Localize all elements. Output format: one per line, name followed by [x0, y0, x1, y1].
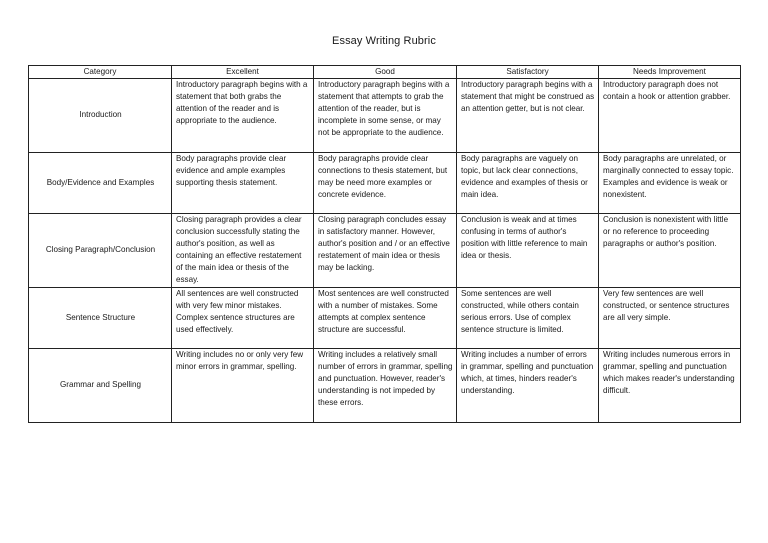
- row-category: Grammar and Spelling: [29, 349, 172, 423]
- table-row: [29, 349, 741, 423]
- cell-good: Closing paragraph concludes essay in satisfactory manner. However, author's position and / or an effective restatement of main idea or thesis may be lacking.: [314, 214, 457, 288]
- header-category: Category: [29, 66, 172, 79]
- table-row: [29, 288, 741, 349]
- cell-good: Writing includes a relatively small number of errors in grammar, spelling and punctuation. However, reader's understanding is not impeded by these errors.: [314, 349, 457, 423]
- cell-good: Body paragraphs provide clear connections to thesis statement, but may be need more examples or concrete evidence.: [314, 153, 457, 214]
- cell-excellent: Writing includes no or only very few minor errors in grammar, spelling.: [172, 349, 314, 423]
- table-header-row: [29, 66, 741, 79]
- cell-satisfactory: Conclusion is weak and at times confusing in terms of author's position with little reference to main idea or thesis.: [457, 214, 599, 288]
- cell-excellent: All sentences are well constructed with very few minor mistakes. Complex sentence structures are used effectively.: [172, 288, 314, 349]
- cell-needs-improvement: Writing includes numerous errors in grammar, spelling and punctuation which makes reader's understanding difficult.: [599, 349, 741, 423]
- cell-needs-improvement: Very few sentences are well constructed, or sentence structures are all very simple.: [599, 288, 741, 349]
- table-row: [29, 79, 741, 153]
- cell-good: Most sentences are well constructed with a number of mistakes. Some attempts at complex sentence structure are successful.: [314, 288, 457, 349]
- cell-needs-improvement: Conclusion is nonexistent with little or no reference to proceeding paragraphs or author's position.: [599, 214, 741, 288]
- row-category: Body/Evidence and Examples: [29, 153, 172, 214]
- document-title: Essay Writing Rubric: [332, 35, 436, 47]
- cell-satisfactory: Some sentences are well constructed, while others contain serious errors. Use of complex sentence structure is limited.: [457, 288, 599, 349]
- table-row: [29, 214, 741, 288]
- rubric-table: [28, 65, 741, 423]
- row-category: Introduction: [29, 79, 172, 153]
- row-category: Sentence Structure: [29, 288, 172, 349]
- header-good: Good: [314, 66, 457, 79]
- cell-satisfactory: Writing includes a number of errors in grammar, spelling and punctuation which, at times, hinders reader's understanding.: [457, 349, 599, 423]
- header-satisfactory: Satisfactory: [457, 66, 599, 79]
- cell-excellent: Body paragraphs provide clear evidence and ample examples supporting thesis statement.: [172, 153, 314, 214]
- row-category: Closing Paragraph/Conclusion: [29, 214, 172, 288]
- cell-excellent: Introductory paragraph begins with a statement that both grabs the attention of the reader and is appropriate to the audience.: [172, 79, 314, 153]
- cell-satisfactory: Introductory paragraph begins with a statement that might be construed as an attention getter, but is not clear.: [457, 79, 599, 153]
- header-excellent: Excellent: [172, 66, 314, 79]
- table-row: [29, 153, 741, 214]
- cell-satisfactory: Body paragraphs are vaguely on topic, but lack clear connections, evidence and examples of thesis or main idea.: [457, 153, 599, 214]
- cell-good: Introductory paragraph begins with a statement that attempts to grab the attention of the reader, but is incomplete in some sense, or may not be appropriate to the audience.: [314, 79, 457, 153]
- cell-needs-improvement: Body paragraphs are unrelated, or marginally connected to essay topic. Examples and evidence is weak or nonexistent.: [599, 153, 741, 214]
- cell-needs-improvement: Introductory paragraph does not contain a hook or attention grabber.: [599, 79, 741, 153]
- header-needs-improvement: Needs Improvement: [599, 66, 741, 79]
- cell-excellent: Closing paragraph provides a clear conclusion successfully stating the author's position, as well as containing an effective restatement of the main idea or thesis of the essay.: [172, 214, 314, 288]
